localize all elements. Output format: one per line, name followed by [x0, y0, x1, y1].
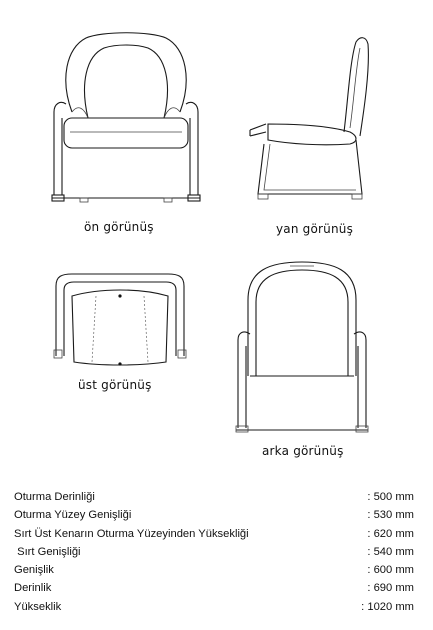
- spec-row: [14, 525, 418, 543]
- back-view-label: arka görünüş: [262, 444, 344, 458]
- spec-name: Genişlik: [14, 564, 54, 577]
- front-view-drawing: [52, 33, 200, 202]
- spec-row: [14, 579, 418, 597]
- spec-name: Derinlik: [14, 582, 52, 595]
- spec-value: : 620 mm: [367, 527, 414, 540]
- spec-row: [14, 543, 418, 561]
- spec-name: Yükseklik: [14, 600, 62, 613]
- spec-name: Oturma Derinliği: [14, 491, 95, 503]
- back-view-drawing: [236, 262, 368, 432]
- spec-row: [14, 506, 418, 524]
- spec-row: [14, 561, 418, 579]
- side-view-drawing: [250, 38, 368, 199]
- spec-value: : 530 mm: [367, 509, 414, 522]
- spec-value: : 1020 mm: [361, 600, 414, 613]
- side-view-label: yan görünüş: [276, 222, 354, 236]
- spec-name: Oturma Yüzey Genişliği: [14, 509, 132, 522]
- spec-value: : 690 mm: [367, 582, 414, 595]
- front-view-label: ön görünüş: [84, 220, 154, 234]
- spec-row: [14, 598, 418, 616]
- top-view-drawing: [54, 274, 186, 366]
- spec-row: [14, 488, 418, 506]
- spec-name: Sırt Üst Kenarın Oturma Yüzeyinden Yüksekliği: [14, 527, 249, 540]
- spec-value: : 540 mm: [367, 545, 414, 558]
- specifications-table: [14, 488, 418, 616]
- top-view-label: üst görünüş: [78, 378, 152, 392]
- spec-value: : 500 mm: [367, 491, 414, 503]
- spec-value: : 600 mm: [367, 564, 414, 577]
- spec-name: Sırt Genişliği: [14, 545, 81, 558]
